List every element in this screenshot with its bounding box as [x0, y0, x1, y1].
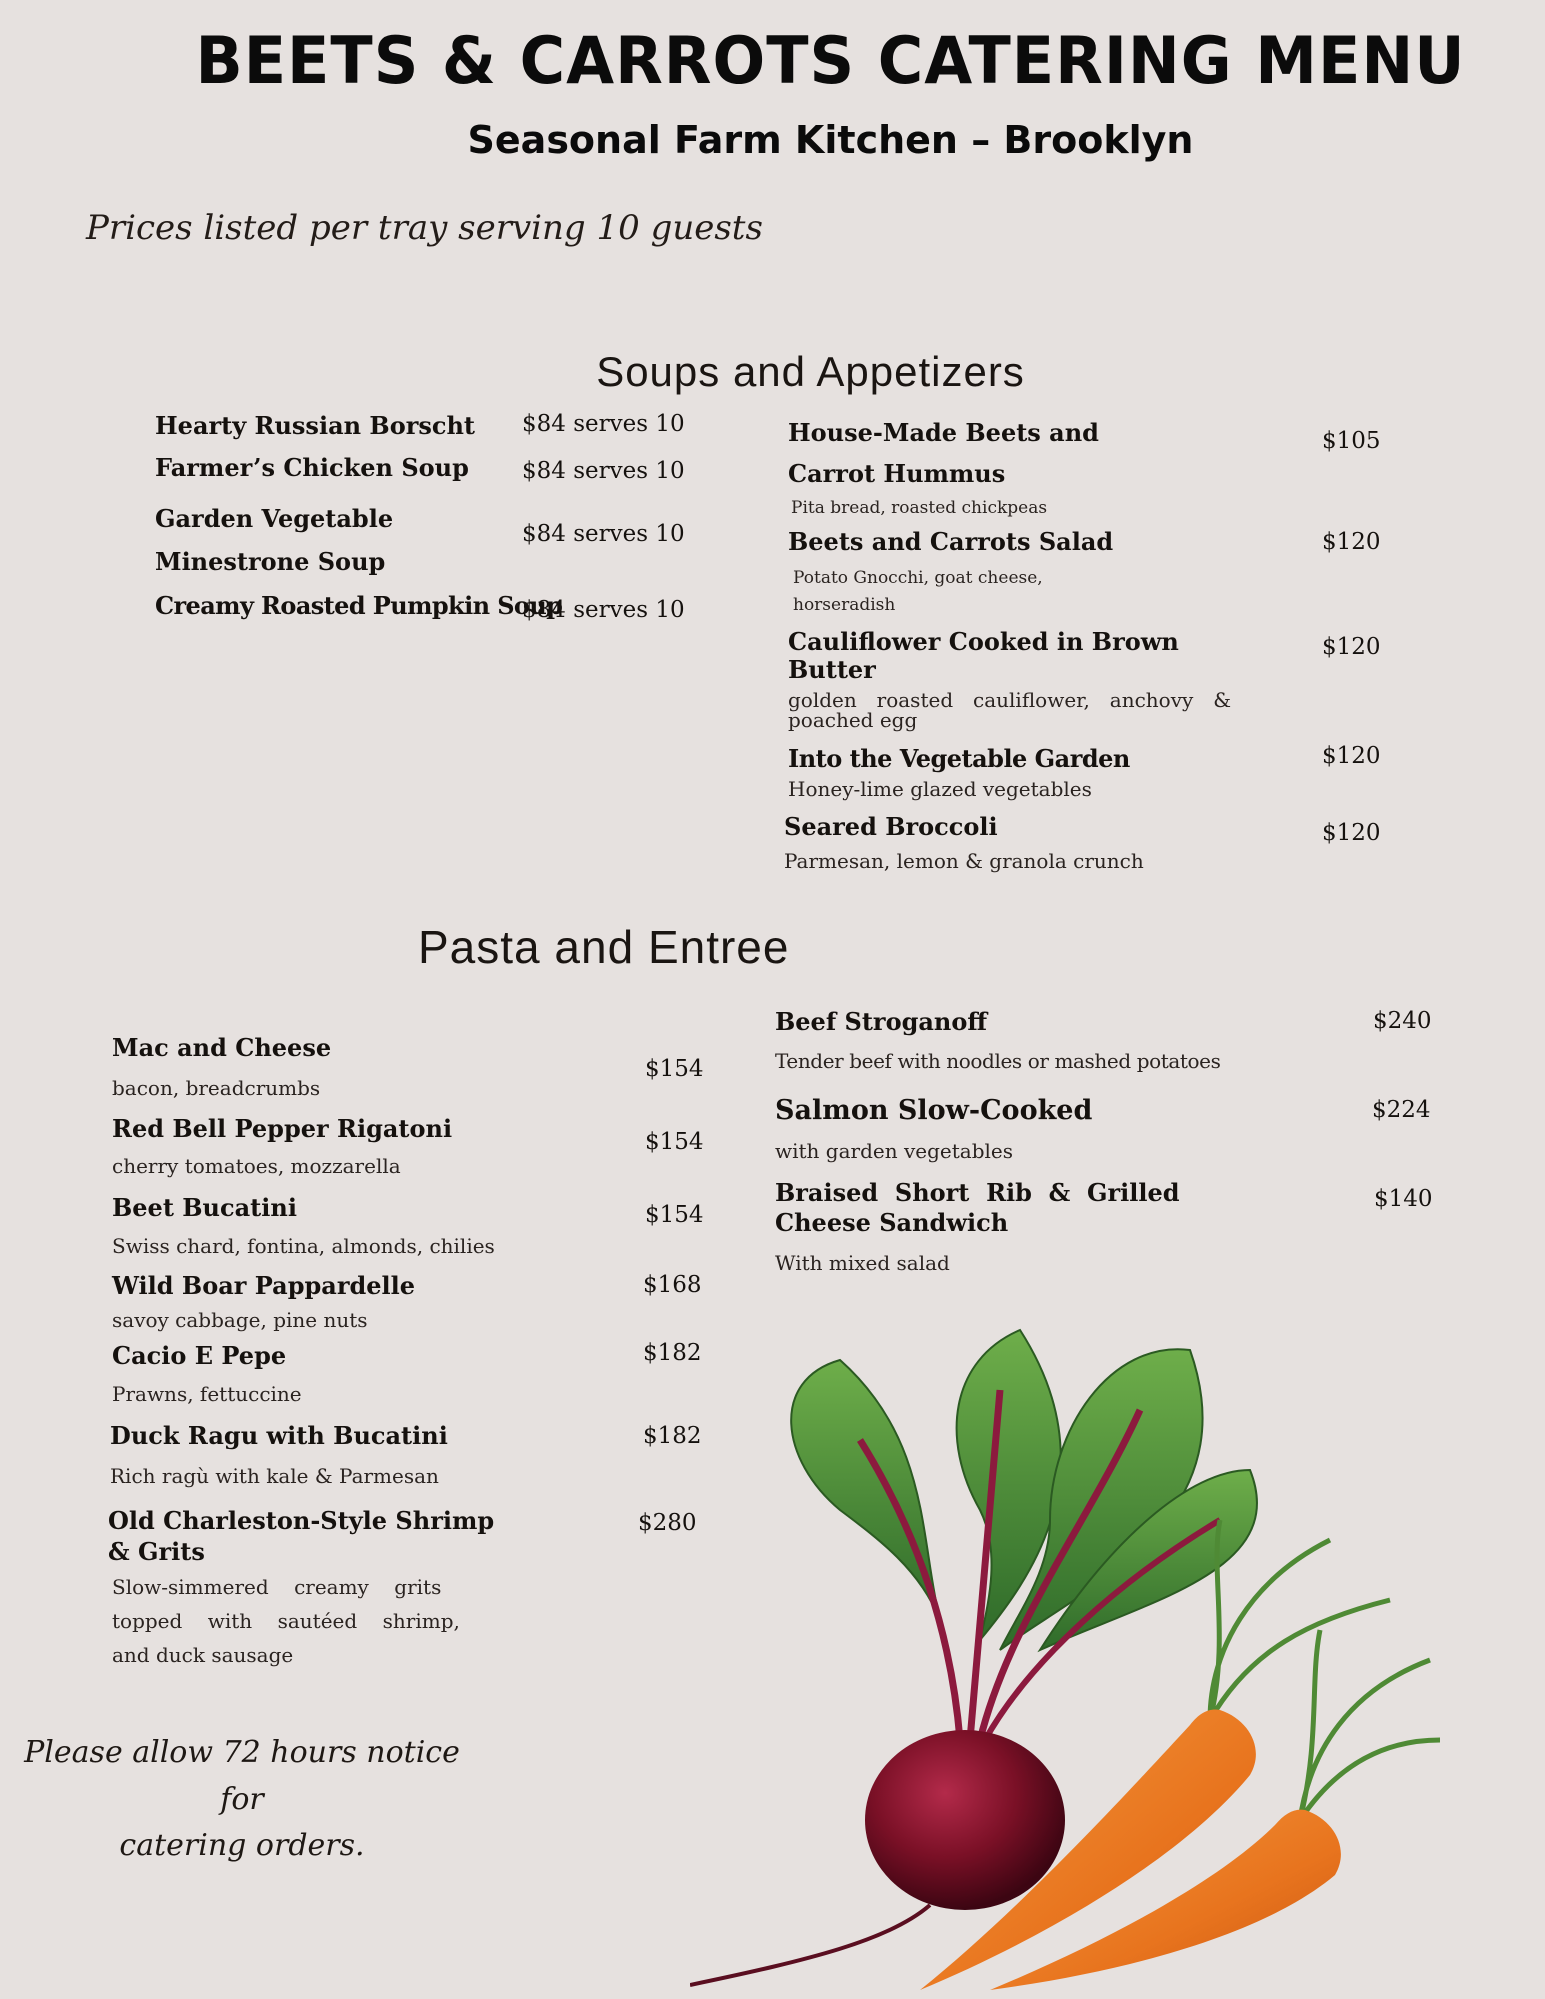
menu-item-name: Duck Ragu with Bucatini: [110, 1421, 448, 1450]
menu-item-price: $154: [645, 1129, 704, 1155]
menu-item-price: $84 serves 10: [522, 597, 685, 623]
notice-footer: [0, 1730, 484, 1870]
menu-item-desc: Slow-simmered creamy grits: [112, 1575, 442, 1599]
menu-item-price: $140: [1374, 1186, 1433, 1212]
menu-item-desc-cont: and duck sausage: [112, 1643, 294, 1667]
menu-item-desc: Swiss chard, fontina, almonds, chilies: [112, 1234, 495, 1258]
menu-item-desc: With mixed salad: [775, 1251, 950, 1275]
menu-item-name: Salmon Slow-Cooked: [775, 1095, 1093, 1126]
menu-item-desc-cont: horseradish: [793, 595, 896, 615]
menu-item-desc: Prawns, fettuccine: [112, 1382, 302, 1406]
menu-item-name-cont: Butter: [788, 655, 876, 684]
menu-item-desc-cont: topped with sautéed shrimp,: [112, 1609, 460, 1633]
menu-item-price: $84 serves 10: [522, 458, 685, 484]
section-heading-pasta: Pasta and Entree: [418, 921, 790, 973]
menu-item-price: $168: [643, 1272, 702, 1298]
menu-item-desc: Tender beef with noodles or mashed potatoes: [775, 1049, 1221, 1073]
notice-line: catering orders.: [119, 1828, 365, 1863]
menu-item-price: $154: [645, 1202, 704, 1228]
menu-subtitle: Seasonal Farm Kitchen – Brooklyn: [467, 118, 1194, 162]
menu-item-name: Garden Vegetable: [155, 504, 394, 533]
menu-item-desc: Parmesan, lemon & granola crunch: [784, 849, 1144, 873]
menu-item-name: Red Bell Pepper Rigatoni: [112, 1114, 453, 1143]
menu-item-name: Beets and Carrots Salad: [788, 527, 1114, 556]
menu-item-name-cont: & Grits: [108, 1537, 205, 1566]
menu-item-name-cont: Cheese Sandwich: [775, 1208, 1009, 1237]
menu-item-price: $240: [1373, 1008, 1432, 1034]
menu-item-name: Seared Broccoli: [784, 812, 998, 841]
menu-item-name: Cacio E Pepe: [112, 1341, 287, 1370]
menu-item-name: Beet Bucatini: [112, 1193, 297, 1222]
menu-item-price: $84 serves 10: [522, 411, 685, 437]
menu-item-name: Beef Stroganoff: [775, 1007, 988, 1036]
beet-and-carrots-illustration: [690, 1320, 1440, 1990]
menu-item-name: Creamy Roasted Pumpkin Soup: [155, 591, 563, 620]
notice-line: Please allow 72 hours notice for: [24, 1735, 460, 1817]
menu-item-price: $182: [643, 1340, 702, 1366]
menu-item-name-cont: Carrot Hummus: [788, 459, 1006, 488]
menu-item-name: Wild Boar Pappardelle: [112, 1271, 416, 1300]
menu-title: BEETS & CARROTS CATERING MENU: [195, 22, 1466, 99]
menu-item-price: $120: [1322, 820, 1381, 846]
menu-item-desc: Rich ragù with kale & Parmesan: [110, 1464, 439, 1488]
menu-item-price: $105: [1322, 428, 1381, 454]
menu-item-desc: bacon, breadcrumbs: [112, 1076, 321, 1100]
menu-item-desc-cont: poached egg: [788, 708, 918, 732]
menu-item-name: Into the Vegetable Garden: [788, 744, 1130, 773]
menu-item-price: $120: [1322, 743, 1381, 769]
menu-item-name-cont: Minestrone Soup: [155, 547, 386, 576]
menu-item-price: $120: [1322, 529, 1381, 555]
menu-item-price: $84 serves 10: [522, 521, 685, 547]
menu-item-price: $182: [643, 1423, 702, 1449]
menu-item-name: House-Made Beets and: [788, 418, 1099, 447]
menu-item-price: $280: [638, 1510, 697, 1536]
menu-item-price: $224: [1372, 1097, 1431, 1123]
menu-item-price: $154: [645, 1056, 704, 1082]
menu-item-name: Cauliflower Cooked in Brown: [788, 627, 1179, 656]
menu-item-desc: Pita bread, roasted chickpeas: [791, 498, 1048, 518]
menu-item-desc: savoy cabbage, pine nuts: [112, 1308, 368, 1332]
menu-item-desc: golden roasted cauliflower, anchovy &: [788, 688, 1231, 712]
menu-item-name: Mac and Cheese: [112, 1033, 332, 1062]
section-heading-soups: Soups and Appetizers: [596, 348, 1025, 395]
menu-item-desc: cherry tomatoes, mozzarella: [112, 1154, 401, 1178]
menu-item-desc: with garden vegetables: [775, 1139, 1013, 1163]
menu-item-name: Hearty Russian Borscht: [155, 411, 476, 440]
menu-item-name: Farmer’s Chicken Soup: [155, 453, 469, 482]
menu-item-name: Braised Short Rib & Grilled: [775, 1178, 1180, 1207]
menu-item-price: $120: [1322, 634, 1381, 660]
menu-item-desc: Honey-lime glazed vegetables: [788, 777, 1092, 801]
pricing-note: Prices listed per tray serving 10 guests: [86, 208, 763, 248]
menu-item-desc: Potato Gnocchi, goat cheese,: [793, 568, 1043, 588]
menu-item-name: Old Charleston-Style Shrimp: [108, 1506, 495, 1535]
